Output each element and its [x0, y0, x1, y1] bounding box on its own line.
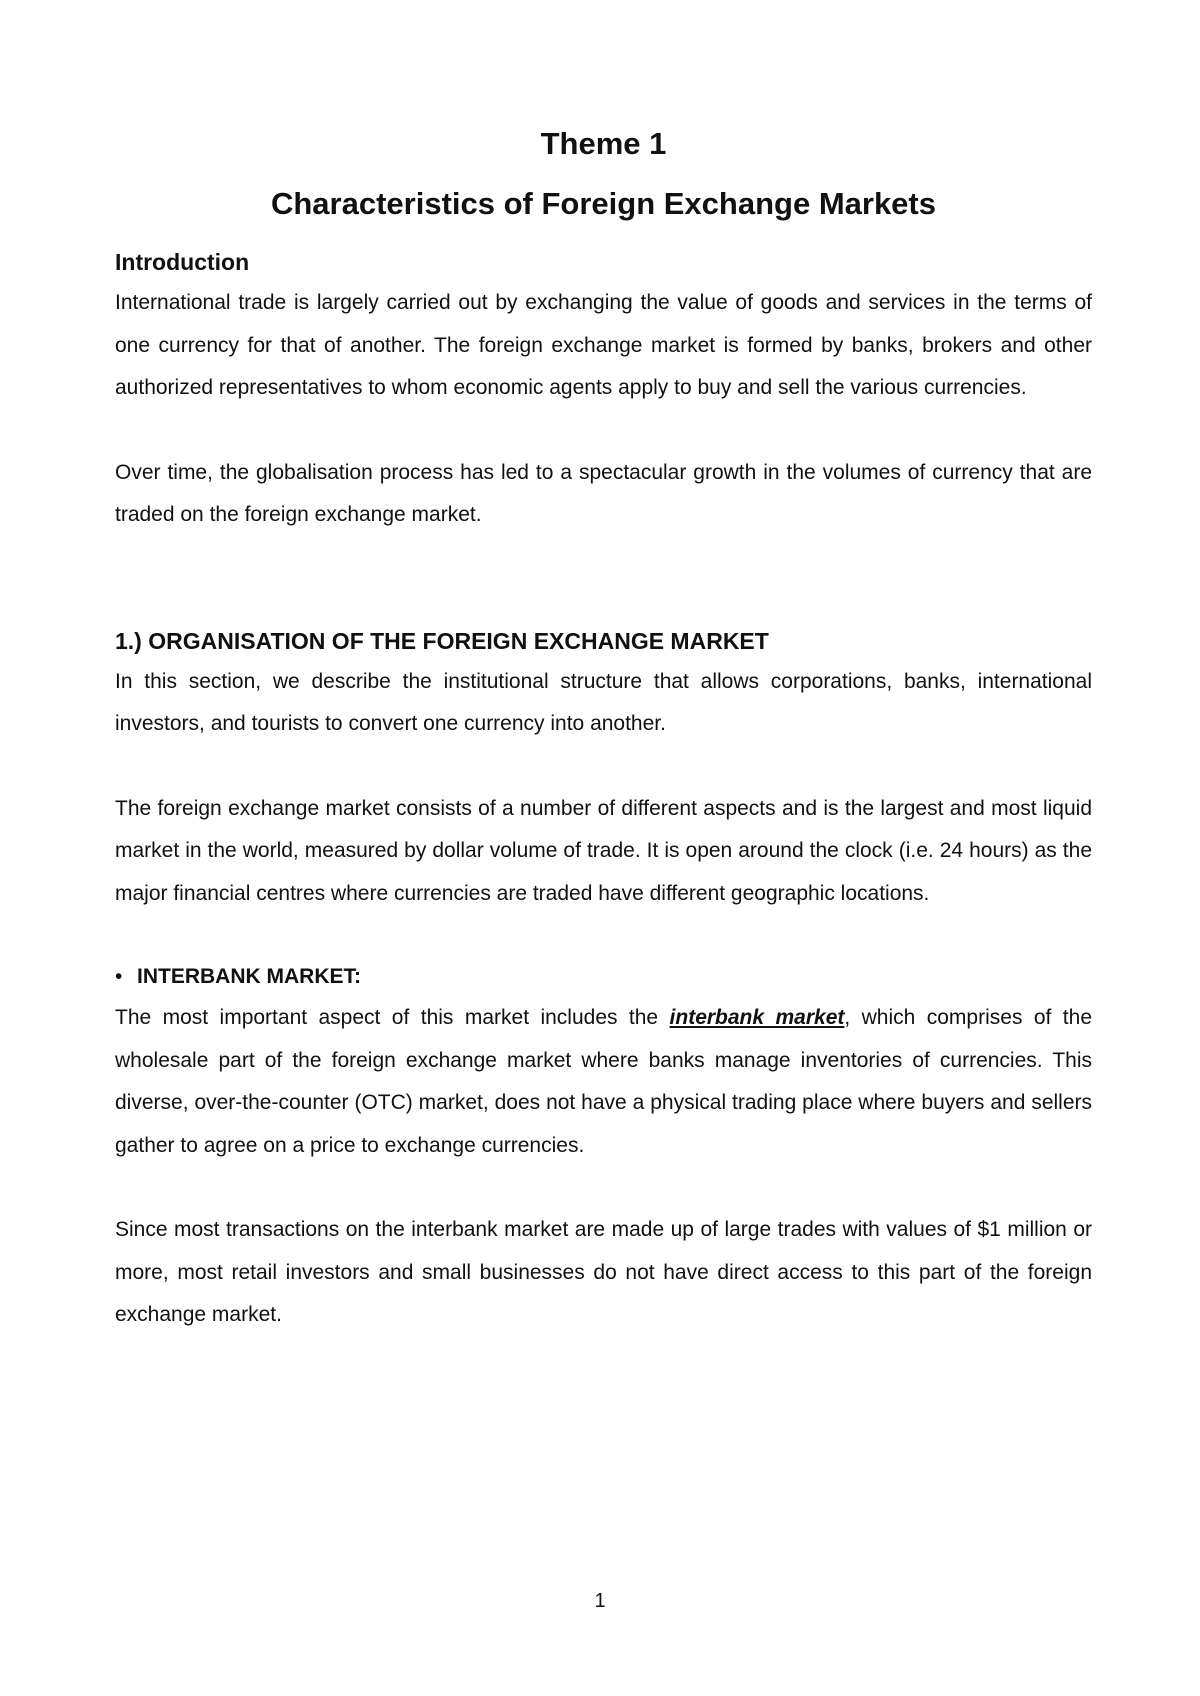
- interbank-paragraph-2: Since most transactions on the interbank market are made up of large trades with values of $1 million or more, most retail investors and small businesses do not have direct access to this part of the foreign exchange market.: [115, 1218, 1092, 1326]
- section-1-paragraph-1: In this section, we describe the institutional structure that allows corporations, banks, international investors, and tourists to convert one currency into another.: [115, 669, 1092, 735]
- interbank-text-after: , which comprises of the wholesale part of the foreign exchange market where banks manage inventories of currencies. This diverse, over-the-counter (OTC) market, does not have a physical trading place where buyers and sellers gather to agree on a price to exchange currencies.: [115, 1006, 1092, 1157]
- page-number: 1: [594, 1590, 606, 1612]
- section-1-heading: 1.) ORGANISATION OF THE FOREIGN EXCHANGE MARKET: [115, 627, 769, 654]
- interbank-market-heading: [115, 957, 1092, 997]
- page-title: Characteristics of Foreign Exchange Markets: [270, 186, 936, 221]
- interbank-heading-text: INTERBANK MARKET:: [137, 965, 361, 988]
- introduction-paragraph-1: International trade is largely carried out by exchanging the value of goods and services in the terms of one currency for that of another. The foreign exchange market is formed by banks, brokers and other authorized representatives to whom economic agents apply to buy and sell the various currencies.: [115, 291, 1092, 399]
- section-1-paragraph-2: The foreign exchange market consists of a number of different aspects and is the largest and most liquid market in the world, measured by dollar volume of trade. It is open around the clock (i.e. 24 hours) as the major financial centres where currencies are traded have different geographic locations.: [115, 796, 1092, 905]
- interbank-market-term: interbank market: [669, 1006, 845, 1029]
- theme-title: Theme 1: [540, 126, 667, 161]
- bullet-icon: •: [115, 965, 123, 988]
- interbank-paragraph-1: [115, 997, 1092, 1167]
- interbank-text-before: The most important aspect of this market includes the: [115, 1006, 670, 1029]
- introduction-heading: Introduction: [115, 249, 250, 275]
- introduction-paragraph-2: Over time, the globalisation process has led to a spectacular growth in the volumes of currency that are traded on the foreign exchange market.: [115, 460, 1092, 526]
